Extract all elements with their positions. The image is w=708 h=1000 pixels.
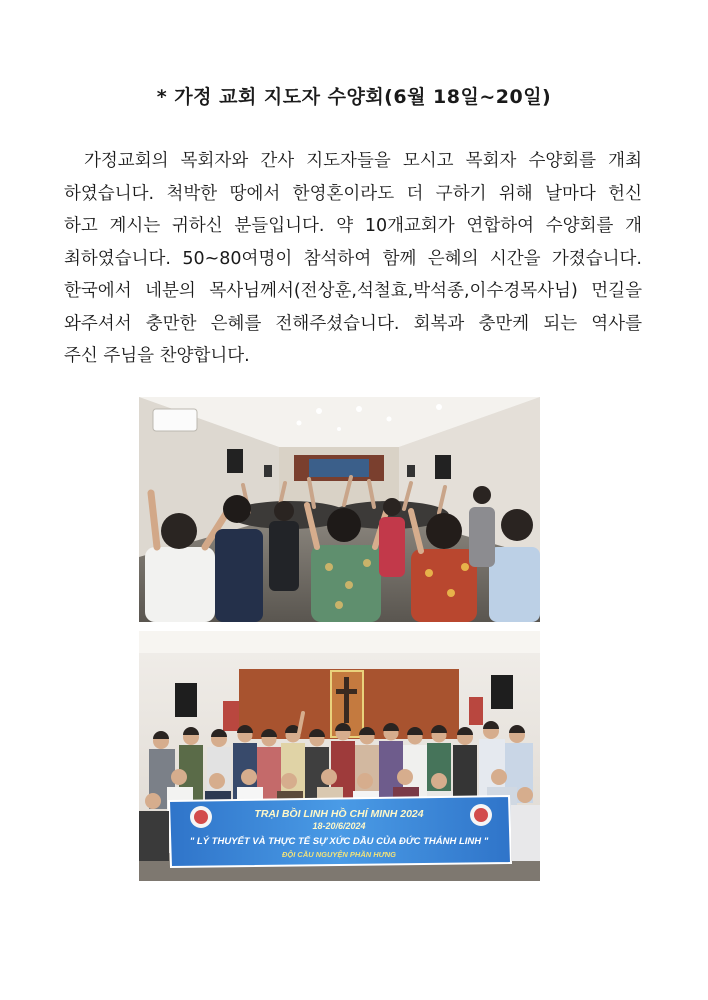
paragraph-line: 와주셔서 충만한 은혜를 전해주셨습니다. 회복과 충만케 되는 역사를 <box>64 313 642 334</box>
paragraph-line: 최하였습니다. 50~80여명이 참석하여 함께 은혜의 시간을 가졌습니다. <box>64 248 642 269</box>
banner-line1: TRẠI BỒI LINH HỒ CHÍ MINH 2024 <box>254 808 424 820</box>
page-title: * 가정 교회 지도자 수양회(6월 18일~20일) <box>156 86 552 108</box>
body-paragraph <box>64 145 642 373</box>
paragraph-line: 가정교회의 목회자와 간사 지도자들을 모시고 목회자 수양회를 개최 <box>84 151 642 171</box>
banner-line3: " LÝ THUYẾT VÀ THỰC TẾ SỰ XỨC DẦU CỦA ĐỨC THÁNH LINH " <box>189 836 489 847</box>
paragraph-line: 하였습니다. 척박한 땅에서 한영혼이라도 더 구하기 위해 날마다 헌신 <box>64 183 642 204</box>
event-banner <box>169 796 511 867</box>
paragraph-line: 주신 주님을 찬양합니다. <box>64 346 250 366</box>
paragraph-line: 하고 계시는 귀하신 분들입니다. 약 10개교회가 연합하여 수양회를 개 <box>64 216 642 236</box>
banner-line4: ĐỘI CẦU NGUYỆN PHẦN HƯNG <box>282 850 396 859</box>
worship-photo <box>139 397 540 622</box>
paragraph-line: 한국에서 네분의 목사님께서(전상훈,석철효,박석종,이수경목사님) 먼길을 <box>64 281 642 301</box>
banner-line2: 18-20/6/2024 <box>312 821 366 831</box>
group-photo <box>139 631 540 881</box>
